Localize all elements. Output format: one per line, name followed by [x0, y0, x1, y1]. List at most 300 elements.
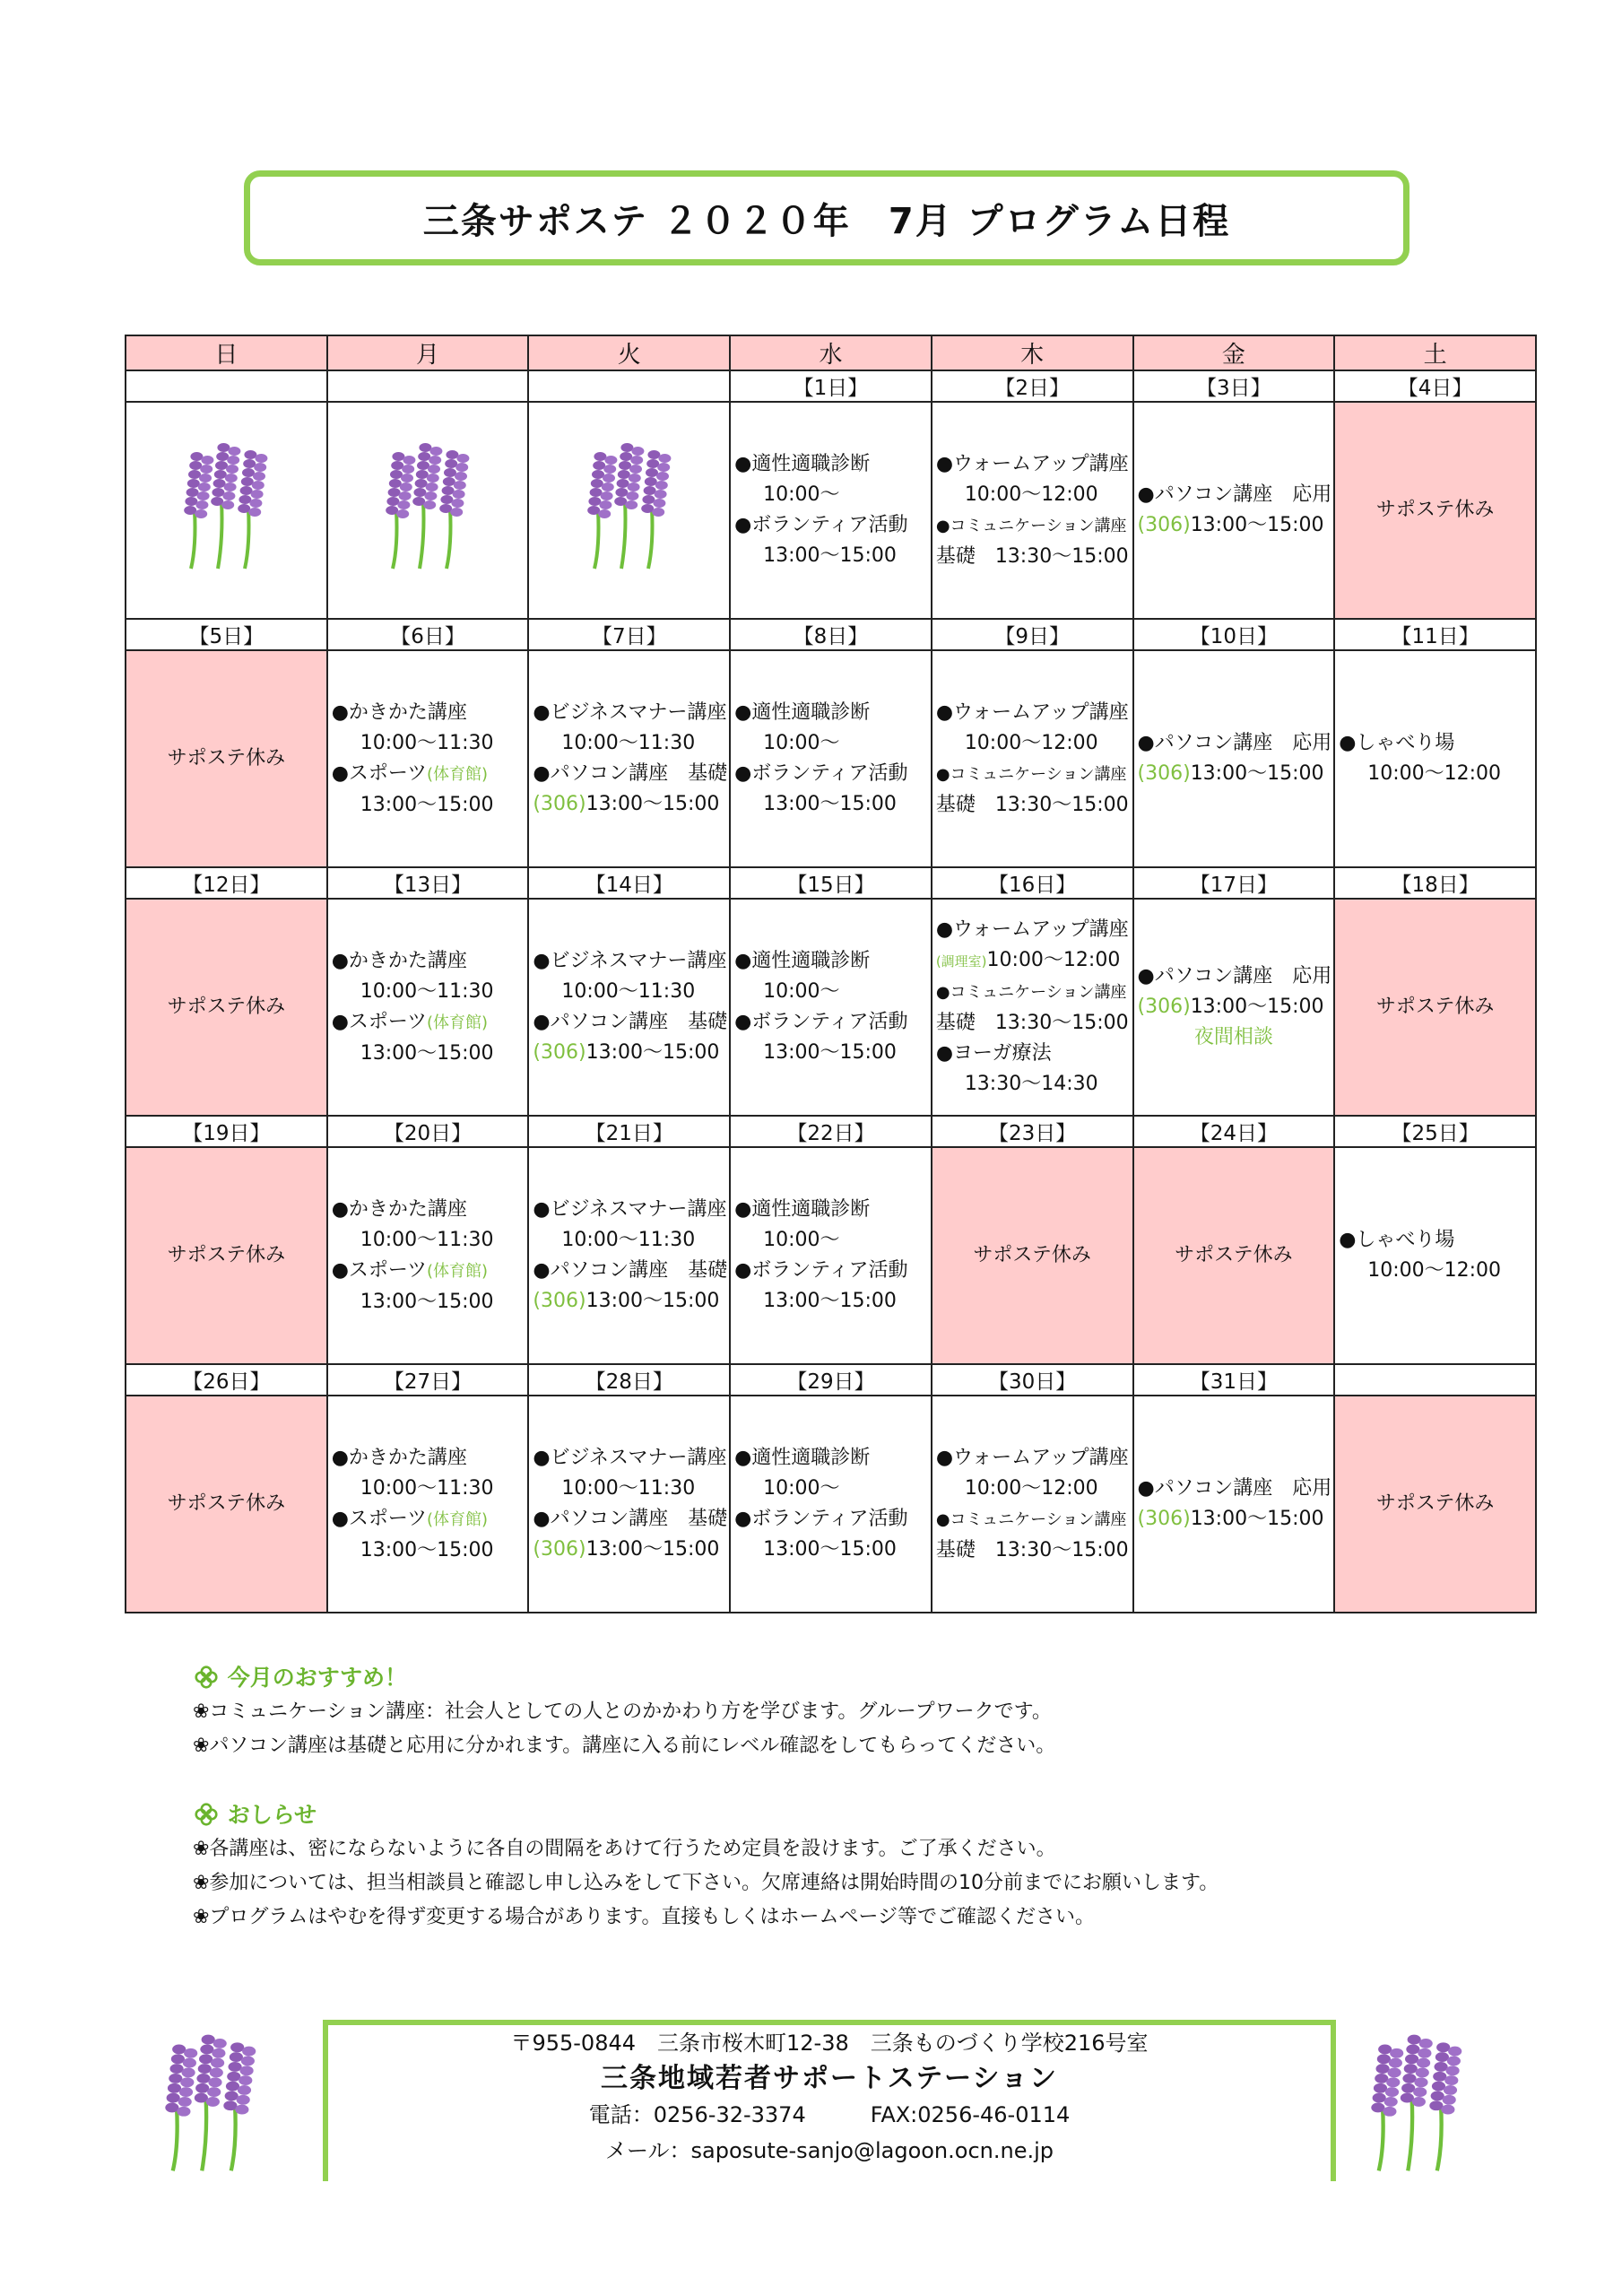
event-text: 13:00～15:00: [763, 793, 897, 815]
footer-box: [323, 2020, 1336, 2181]
event-text: 13:00～15:00: [763, 1538, 897, 1561]
room-label: (306): [533, 1041, 586, 1064]
event-line: [1134, 728, 1334, 759]
day-cell: [528, 1396, 730, 1613]
lavender-icon: [152, 2029, 269, 2177]
event-line: [932, 915, 1132, 945]
day-cell: [327, 402, 529, 619]
content-row: [126, 899, 1536, 1116]
event-line: [1134, 759, 1334, 789]
event-text: ●パソコン講座 基礎: [533, 1508, 728, 1530]
event-line: [731, 728, 931, 759]
weekday-5: 金: [1133, 335, 1335, 370]
event-text: 10:00～: [763, 980, 840, 1003]
day-cell: [932, 899, 1133, 1116]
event-text: ●適性適職診断: [734, 453, 871, 475]
event-line: [328, 977, 528, 1007]
event-text: 基礎 13:30～15:00: [935, 544, 1129, 568]
footer-address: 〒955-0844 三条市桜木町12-38 三条ものづくり学校216号室: [510, 2031, 1149, 2056]
weekday-0: 日: [126, 335, 327, 370]
day-cell: [528, 1147, 730, 1364]
room-label: (体育館): [427, 1013, 489, 1032]
content-row: [126, 402, 1536, 619]
closed-label: サポステ休み: [167, 1492, 286, 1515]
title-box: [244, 170, 1409, 265]
room-label: (306): [1137, 996, 1191, 1018]
event-text: ●ビジネスマナー講座: [533, 1198, 727, 1221]
event-line: [529, 1286, 729, 1317]
event-line: [328, 1039, 528, 1069]
date-row: [126, 867, 1536, 899]
date-label: 【27日】: [327, 1364, 529, 1396]
event-line: [529, 1443, 729, 1474]
event-text: ●ボランティア活動: [734, 762, 908, 785]
event-text: ●ボランティア活動: [734, 514, 908, 536]
day-cell: [730, 1147, 932, 1364]
day-cell: [1334, 1147, 1536, 1364]
date-label: 【10日】: [1133, 619, 1335, 650]
date-label: 【26日】: [126, 1364, 327, 1396]
flower-icon: [193, 1665, 220, 1689]
event-text: ●コミュニケーション講座: [935, 983, 1127, 1002]
event-line: [328, 698, 528, 728]
event-text: 10:00～12:00: [964, 731, 1098, 754]
event-text: ●コミュニケーション講座: [935, 764, 1127, 784]
event-line: [1335, 1256, 1535, 1286]
event-text: ●ボランティア活動: [734, 1508, 908, 1530]
event-text: 13:00～15:00: [763, 1041, 897, 1064]
event-line: [932, 1535, 1132, 1566]
event-line: [932, 449, 1132, 480]
event-text: ●ウォームアップ講座: [935, 918, 1129, 941]
date-row: [126, 370, 1536, 402]
recommend-item: ❀パソコン講座は基礎と応用に分かれます。講座に入る前にレベル確認をしてもらってください。: [193, 1735, 1056, 1757]
event-text: ●コミュニケーション講座: [935, 1509, 1127, 1529]
event-text: 13:00～15:00: [585, 793, 720, 815]
closed-label: サポステ休み: [973, 1244, 1091, 1266]
date-label: 【24日】: [1133, 1116, 1335, 1147]
event-text: 10:00～12:00: [964, 483, 1098, 506]
notice-item: ❀各講座は、密にならないように各自の間隔をあけて行うため定員を設けます。ご了承ください。: [193, 1838, 1056, 1860]
weekday-3: 水: [730, 335, 932, 370]
closed-label: サポステ休み: [1375, 1492, 1495, 1515]
footer-tel: 電話：0256-32-3374 FAX:0256-46-0114: [588, 2102, 1071, 2127]
day-cell: [730, 650, 932, 867]
event-text: ●パソコン講座 応用: [1137, 732, 1332, 754]
day-cell: [528, 402, 730, 619]
date-label: 【9日】: [932, 619, 1133, 650]
day-cell: [932, 1396, 1133, 1613]
event-line: [731, 1225, 931, 1256]
day-cell: [730, 402, 932, 619]
event-line: [731, 1286, 931, 1317]
event-line: [932, 542, 1132, 572]
notice-title: おしらせ: [193, 1798, 1219, 1832]
recommend-title: 今月のおすすめ！: [193, 1661, 1055, 1695]
event-text: 10:00～11:30: [561, 1477, 696, 1500]
event-text: ●パソコン講座 基礎: [533, 1259, 728, 1282]
day-cell: [1133, 1396, 1335, 1613]
event-line: [932, 1443, 1132, 1474]
event-line: [529, 728, 729, 759]
event-text: 10:00～11:30: [360, 979, 494, 1003]
date-label: 【7日】: [528, 619, 730, 650]
event-line: [932, 977, 1132, 1008]
event-text: 13:00～15:00: [1190, 514, 1324, 536]
room-label: (306): [533, 1538, 586, 1561]
event-line: [328, 728, 528, 759]
event-line: [932, 1474, 1132, 1504]
day-cell: [1334, 899, 1536, 1116]
event-text: ●ウォームアップ講座: [935, 1446, 1129, 1469]
weekday-6: 土: [1334, 335, 1536, 370]
date-row: [126, 619, 1536, 650]
date-row: [126, 1116, 1536, 1147]
event-line: [731, 1535, 931, 1565]
lavender-icon: [576, 439, 683, 573]
date-label: 【19日】: [126, 1116, 327, 1147]
event-line: [328, 790, 528, 821]
room-label: (体育館): [427, 1261, 489, 1281]
event-text: 10:00～11:30: [360, 731, 494, 754]
content-row: [126, 1396, 1536, 1613]
event-line: [731, 510, 931, 541]
day-cell: [1334, 1396, 1536, 1613]
room-label: (306): [1137, 1508, 1191, 1530]
event-line: [731, 1443, 931, 1474]
event-line: [932, 1504, 1132, 1535]
event-line: [731, 1038, 931, 1068]
date-label: 【14日】: [528, 867, 730, 899]
event-text: ●適性適職診断: [734, 950, 871, 972]
event-text: 10:00～12:00: [986, 949, 1121, 971]
lavender-illustration-right: [1358, 2029, 1475, 2180]
event-line: [529, 789, 729, 820]
event-text: 13:00～15:00: [1190, 762, 1324, 785]
event-text: 基礎 13:30～15:00: [935, 1538, 1129, 1561]
event-text: ●適性適職診断: [734, 1447, 871, 1469]
event-text: 13:00～15:00: [360, 793, 494, 816]
footer-email[interactable]: メール：saposute-sanjo@lagoon.ocn.ne.jp: [604, 2138, 1054, 2163]
event-text: 10:00～11:30: [561, 732, 696, 754]
event-text: 10:00～: [763, 1229, 840, 1251]
day-cell: [126, 899, 327, 1116]
event-line: [1134, 992, 1334, 1022]
day-cell: [528, 650, 730, 867]
event-line: [731, 977, 931, 1007]
event-text: 13:00～15:00: [1190, 996, 1324, 1018]
date-label: 【30日】: [932, 1364, 1133, 1396]
event-line: [932, 698, 1132, 728]
event-text: 13:00～15:00: [360, 1538, 494, 1561]
event-line: [529, 977, 729, 1007]
date-label: 【6日】: [327, 619, 529, 650]
closed-label: サポステ休み: [1375, 499, 1495, 521]
day-cell: [327, 899, 529, 1116]
notice-section: [193, 1798, 1219, 1935]
date-label: 【22日】: [730, 1116, 932, 1147]
event-text: ●ビジネスマナー講座: [533, 1447, 727, 1469]
date-label: 【18日】: [1334, 867, 1536, 899]
event-line: [529, 1535, 729, 1565]
closed-label: サポステ休み: [1175, 1244, 1293, 1266]
event-line: [529, 1256, 729, 1286]
event-line: [932, 1008, 1132, 1039]
event-line: [529, 946, 729, 977]
footer-org-name: 三条地域若者サポートステーション: [601, 2063, 1058, 2094]
event-line: [731, 789, 931, 820]
event-text: ●パソコン講座 基礎: [533, 762, 728, 785]
event-text: ●スポーツ: [331, 1507, 428, 1530]
event-line: [328, 1474, 528, 1504]
day-cell: [1334, 650, 1536, 867]
event-text: 10:00～12:00: [1367, 1259, 1502, 1282]
room-label: (調理室): [935, 953, 987, 970]
lavender-illustration-left: [152, 2029, 269, 2180]
weekday-4: 木: [932, 335, 1133, 370]
closed-label: サポステ休み: [167, 747, 286, 770]
event-line: [731, 1007, 931, 1038]
event-line: [529, 1007, 729, 1038]
date-label: 【17日】: [1133, 867, 1335, 899]
event-text: ●しゃべり場: [1339, 1229, 1455, 1251]
event-text: ●パソコン講座 応用: [1137, 483, 1332, 506]
event-text: 10:00～: [763, 1477, 840, 1500]
day-cell: [327, 1396, 529, 1613]
event-line: [731, 480, 931, 510]
event-line: [328, 1195, 528, 1225]
event-text: ●適性適職診断: [734, 701, 871, 724]
day-cell: [126, 1147, 327, 1364]
day-cell: [126, 650, 327, 867]
event-line: [731, 759, 931, 789]
event-line: [328, 1256, 528, 1287]
event-text: ●かきかた講座: [331, 1197, 467, 1221]
date-label: [126, 370, 327, 402]
event-line: [1134, 1474, 1334, 1504]
event-line: [529, 698, 729, 728]
event-line: [328, 1504, 528, 1535]
day-cell: [1133, 899, 1335, 1116]
event-text: ●パソコン講座 応用: [1137, 1477, 1332, 1500]
event-line: [328, 759, 528, 790]
event-line: [932, 1039, 1132, 1069]
event-text: ●ボランティア活動: [734, 1011, 908, 1033]
event-line: [731, 1195, 931, 1225]
event-line: [1335, 728, 1535, 759]
date-label: 【13日】: [327, 867, 529, 899]
event-text: ●ビジネスマナー講座: [533, 950, 727, 972]
event-line: [328, 1287, 528, 1318]
event-text: ●ボランティア活動: [734, 1259, 908, 1282]
event-text: 13:00～15:00: [360, 1290, 494, 1313]
closed-label: サポステ休み: [1375, 996, 1495, 1018]
date-label: 【11日】: [1334, 619, 1536, 650]
weekday-2: 火: [528, 335, 730, 370]
event-text: ●パソコン講座 基礎: [533, 1011, 728, 1033]
day-cell: [1334, 402, 1536, 619]
event-line: [1134, 510, 1334, 541]
weekday-header-row: [126, 335, 1536, 370]
event-text: ●かきかた講座: [331, 949, 467, 972]
event-text: ●かきかた講座: [331, 1446, 467, 1469]
date-label: [528, 370, 730, 402]
event-line: [529, 1504, 729, 1535]
day-cell: [932, 650, 1133, 867]
event-text: 13:00～15:00: [585, 1538, 720, 1561]
event-line: [731, 946, 931, 977]
recommend-item: ❀コミュニケーション講座：社会人としての人とのかかわり方を学びます。グループワークです。: [193, 1700, 1052, 1723]
day-cell: [932, 402, 1133, 619]
room-label: (306): [1137, 514, 1191, 536]
event-text: 13:00～15:00: [1190, 1508, 1324, 1530]
date-label: 【5日】: [126, 619, 327, 650]
event-text: 10:00～12:00: [1367, 762, 1502, 785]
event-line: [731, 1504, 931, 1535]
event-line: [529, 1474, 729, 1504]
event-line: [529, 759, 729, 789]
event-line: [328, 1225, 528, 1256]
lavender-icon: [1358, 2029, 1475, 2177]
event-text: 10:00～11:30: [561, 1229, 696, 1251]
room-label: (体育館): [427, 1509, 489, 1529]
event-text: ●ヨーガ療法: [935, 1042, 1052, 1065]
event-text: 10:00～11:30: [561, 980, 696, 1003]
event-text: 基礎 13:30～15:00: [935, 1012, 1129, 1034]
date-label: 【15日】: [730, 867, 932, 899]
event-line: [731, 541, 931, 571]
event-line: [328, 946, 528, 977]
event-text: ●スポーツ: [331, 1258, 428, 1282]
event-text: ●スポーツ: [331, 1010, 428, 1033]
event-line: [328, 1443, 528, 1474]
content-row: [126, 650, 1536, 867]
event-line: [932, 945, 1132, 977]
event-text: 10:00～11:30: [360, 1476, 494, 1500]
room-label: (306): [1137, 762, 1191, 785]
date-label: 【16日】: [932, 867, 1133, 899]
recommend-section: [193, 1661, 1055, 1763]
closed-label: サポステ休み: [167, 996, 286, 1018]
event-line: [731, 449, 931, 480]
event-text: 13:00～15:00: [585, 1041, 720, 1064]
event-line: [529, 1225, 729, 1256]
day-cell: [327, 650, 529, 867]
day-cell: [126, 402, 327, 619]
page-title: 三条サポステ ２０２０年 7月 プログラム日程: [422, 200, 1231, 242]
notice-item: ❀参加については、担当相談員と確認し申し込みをして下さい。欠席連絡は開始時間の10分前までにお願いします。: [193, 1872, 1219, 1894]
event-text: ●しゃべり場: [1339, 732, 1455, 754]
date-label: 【12日】: [126, 867, 327, 899]
notice-item: ❀プログラムはやむを得ず変更する場合があります。直接もしくはホームページ等でご確認ください。: [193, 1906, 1096, 1928]
event-text: 10:00～12:00: [964, 1476, 1098, 1500]
date-label: 【2日】: [932, 370, 1133, 402]
weekday-1: 月: [327, 335, 529, 370]
event-text: ●ウォームアップ講座: [935, 700, 1129, 724]
event-line: [529, 1195, 729, 1225]
room-label: (306): [533, 1290, 586, 1312]
event-line: [529, 1038, 729, 1068]
event-line: [731, 698, 931, 728]
event-line: [932, 510, 1132, 542]
event-line: [1134, 480, 1334, 510]
room-label: (306): [533, 793, 586, 815]
date-label: [1334, 1364, 1536, 1396]
event-text: 10:00～: [763, 732, 840, 754]
event-line: [1134, 1504, 1334, 1535]
event-line: [1335, 759, 1535, 789]
event-text: ●コミュニケーション講座: [935, 516, 1127, 535]
event-text: 13:00～15:00: [763, 544, 897, 567]
event-text: ●かきかた講座: [331, 700, 467, 724]
evening-consult-note: 夜間相談: [1193, 1026, 1273, 1048]
event-line: [328, 1007, 528, 1039]
event-line: [731, 1256, 931, 1286]
event-text: ●スポーツ: [331, 761, 428, 785]
event-text: ●ビジネスマナー講座: [533, 701, 727, 724]
event-text: ●適性適職診断: [734, 1198, 871, 1221]
day-cell: [1133, 650, 1335, 867]
event-text: 13:00～15:00: [763, 1290, 897, 1312]
day-cell: [528, 899, 730, 1116]
event-text: ●ウォームアップ講座: [935, 452, 1129, 475]
date-label: [327, 370, 529, 402]
event-line: [932, 759, 1132, 790]
date-row: [126, 1364, 1536, 1396]
date-label: 【3日】: [1133, 370, 1335, 402]
day-cell: [932, 1147, 1133, 1364]
event-line: [932, 1069, 1132, 1100]
flower-icon: [193, 1803, 220, 1826]
event-text: 13:00～15:00: [360, 1041, 494, 1065]
event-line: [932, 480, 1132, 510]
event-line: [932, 728, 1132, 759]
day-cell: [730, 1396, 932, 1613]
date-label: 【21日】: [528, 1116, 730, 1147]
date-label: 【28日】: [528, 1364, 730, 1396]
date-label: 【25日】: [1334, 1116, 1536, 1147]
date-label: 【8日】: [730, 619, 932, 650]
closed-label: サポステ休み: [167, 1244, 286, 1266]
room-label: (体育館): [427, 764, 489, 784]
day-cell: [1133, 402, 1335, 619]
event-text: 13:30～14:30: [964, 1073, 1098, 1095]
day-cell: [730, 899, 932, 1116]
event-line: [1335, 1225, 1535, 1256]
day-cell: [1133, 1147, 1335, 1364]
lavender-icon: [172, 439, 280, 573]
date-label: 【31日】: [1133, 1364, 1335, 1396]
day-cell: [327, 1147, 529, 1364]
lavender-icon: [374, 439, 481, 573]
event-text: 10:00～: [763, 483, 840, 506]
event-text: 基礎 13:30～15:00: [935, 793, 1129, 816]
day-cell: [126, 1396, 327, 1613]
date-label: 【4日】: [1334, 370, 1536, 402]
event-text: 10:00～11:30: [360, 1228, 494, 1251]
event-line: [731, 1474, 931, 1504]
content-row: [126, 1147, 1536, 1364]
event-line: [328, 1535, 528, 1566]
date-label: 【20日】: [327, 1116, 529, 1147]
event-line: [932, 790, 1132, 821]
calendar-table: [125, 335, 1537, 1613]
date-label: 【23日】: [932, 1116, 1133, 1147]
date-label: 【29日】: [730, 1364, 932, 1396]
date-label: 【1日】: [730, 370, 932, 402]
event-text: ●パソコン講座 応用: [1137, 965, 1332, 987]
event-line: [1134, 961, 1334, 992]
